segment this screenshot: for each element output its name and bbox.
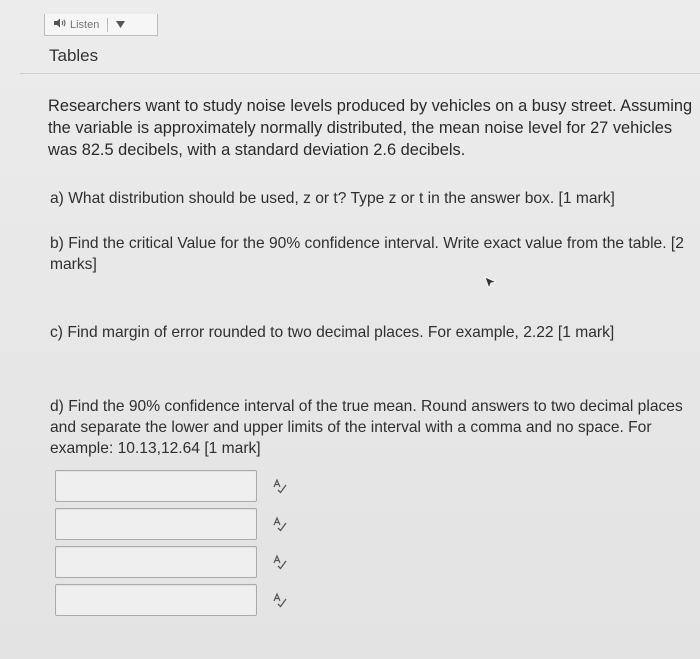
question-part-a: a) What distribution should be used, z or t? Type z or t in the answer box. [1 mark] bbox=[50, 190, 615, 207]
toolbar-separator bbox=[107, 18, 108, 32]
listen-button[interactable] bbox=[45, 14, 99, 35]
answer-row-a bbox=[55, 470, 288, 502]
spellcheck-icon[interactable] bbox=[272, 478, 288, 494]
question-part-b: b) Find the critical Value for the 90% confidence interval. Write exact value from the table. [2 marks] bbox=[50, 235, 684, 273]
answer-input-d[interactable] bbox=[55, 584, 257, 616]
question-intro: Researchers want to study noise levels produced by vehicles on a busy street. Assuming the variable is approximately normally distributed, the mean noise level for 27 vehicles was 82.5 decibels, with a standard deviation 2.6 decibels. bbox=[48, 97, 693, 159]
answer-input-a[interactable] bbox=[55, 470, 257, 502]
answer-row-c bbox=[55, 546, 288, 578]
answer-input-b[interactable] bbox=[55, 508, 257, 540]
speaker-icon bbox=[53, 18, 67, 31]
spellcheck-icon[interactable] bbox=[272, 554, 288, 570]
listen-label: Listen bbox=[70, 18, 100, 31]
caret-down-icon[interactable] bbox=[116, 20, 125, 30]
answer-row-d bbox=[55, 584, 288, 616]
section-divider bbox=[20, 73, 700, 74]
answer-input-c[interactable] bbox=[55, 546, 257, 578]
listen-toolbar[interactable] bbox=[44, 14, 158, 36]
question-part-c: c) Find margin of error rounded to two decimal places. For example, 2.22 [1 mark] bbox=[50, 324, 615, 341]
spellcheck-icon[interactable] bbox=[272, 516, 288, 532]
mouse-pointer-icon bbox=[484, 276, 498, 295]
question-part-d: d) Find the 90% confidence interval of the true mean. Round answers to two decimal places and separate the lower and upper limits of the interval with a comma and no space. For example: 10.13,12.64 [1 mark] bbox=[50, 398, 683, 457]
spellcheck-icon[interactable] bbox=[272, 592, 288, 608]
answer-row-b bbox=[55, 508, 288, 540]
section-title: Tables bbox=[49, 46, 99, 65]
